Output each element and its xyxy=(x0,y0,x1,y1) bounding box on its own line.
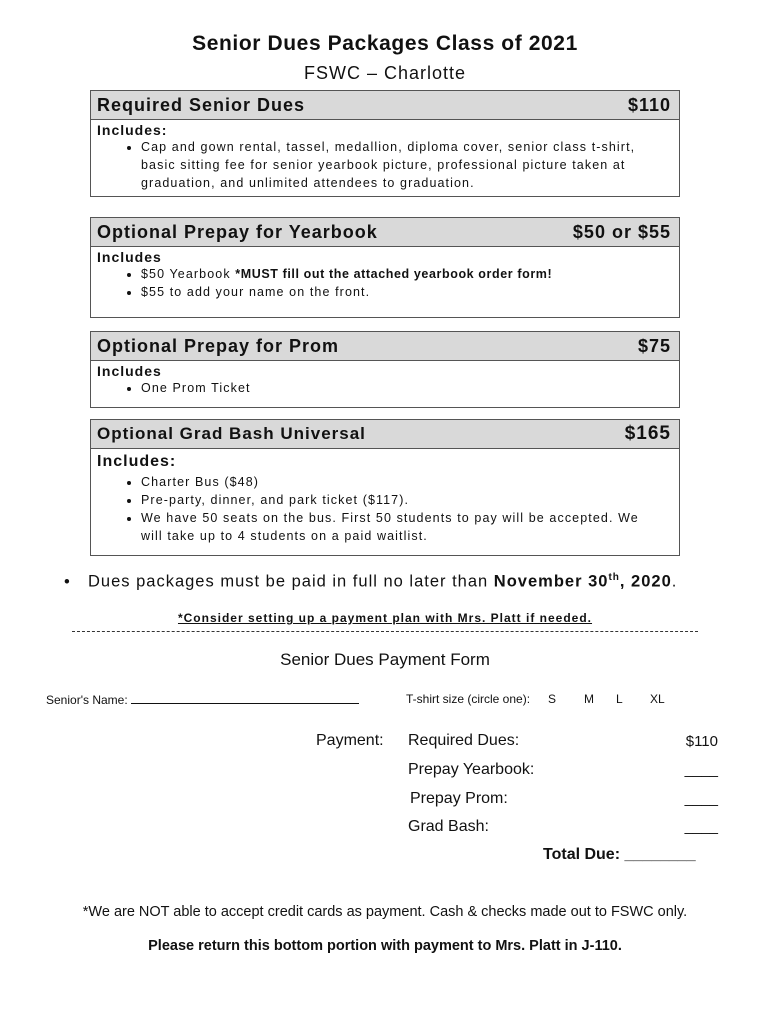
package-grad-bash xyxy=(90,419,680,556)
list-item: • $50 Yearbook *MUST fill out the attached yearbook order form! xyxy=(141,265,673,283)
payment-label: Payment: xyxy=(316,732,384,749)
shirt-size-label: T-shirt size (circle one): xyxy=(406,692,531,706)
package-header xyxy=(91,420,679,449)
package-price: $75 xyxy=(637,335,671,356)
package-header xyxy=(91,332,679,361)
payment-line-label: Required Dues: xyxy=(408,732,520,749)
package-header xyxy=(91,218,679,247)
package-name: Optional Grad Bash Universal xyxy=(97,424,366,443)
list-item: • Cap and gown rental, tassel, medallion, diploma cover, senior class t-shirt, basic sitting fee for senior yearbook picture, professional picture taken at graduation, and unlimited attendees to graduation. xyxy=(141,138,665,192)
form-title: Senior Dues Payment Form xyxy=(280,650,490,669)
package-price: $110 xyxy=(627,94,671,115)
package-price: $50 or $55 xyxy=(572,221,671,242)
payment-line-label: Prepay Yearbook: xyxy=(408,761,535,778)
size-option[interactable]: XL xyxy=(650,692,665,706)
includes-label: Includes: xyxy=(97,453,177,470)
size-option[interactable]: L xyxy=(616,692,623,706)
return-instructions: Please return this bottom portion with payment to Mrs. Platt in J-110. xyxy=(148,938,622,954)
package-body xyxy=(91,361,679,407)
list-item: • Charter Bus ($48) xyxy=(141,473,665,491)
payment-line-label: Grad Bash: xyxy=(408,818,489,835)
cut-line xyxy=(72,631,698,632)
credit-card-note: *We are NOT able to accept credit cards as payment. Cash & checks made out to FSWC only. xyxy=(82,904,688,920)
payment-line-value: $110 xyxy=(685,733,718,750)
includes-label: Includes xyxy=(97,363,162,379)
package-body xyxy=(91,449,679,555)
includes-label: Includes xyxy=(97,249,162,265)
shirt-size-row xyxy=(406,692,665,706)
package-price: $165 xyxy=(624,423,671,444)
total-due: Total Due: ________ xyxy=(543,846,696,863)
senior-name-row xyxy=(46,692,359,707)
package-header xyxy=(91,91,679,120)
name-label: Senior's Name: xyxy=(46,693,128,707)
deadline-note: • Dues packages must be paid in full no later than November 30th, 2020. xyxy=(64,572,678,591)
school-name: FSWC – Charlotte xyxy=(303,63,467,83)
package-yearbook xyxy=(90,217,680,318)
list-item: • We have 50 seats on the bus. First 50 students to pay will be accepted. We will take up to 4 students on a paid waitlist. xyxy=(141,509,665,545)
list-item: • $55 to add your name on the front. xyxy=(141,283,673,301)
size-option[interactable]: M xyxy=(584,692,595,706)
package-name: Optional Prepay for Prom xyxy=(97,335,340,356)
list-item: • Pre-party, dinner, and park ticket ($117). xyxy=(141,491,665,509)
bullet-icon: • xyxy=(64,572,71,591)
payment-line-value[interactable]: ____ xyxy=(684,818,718,835)
package-required-dues xyxy=(90,90,680,197)
list-item: • One Prom Ticket xyxy=(141,379,673,397)
includes-label: Includes: xyxy=(97,122,168,138)
payment-line-value[interactable]: ____ xyxy=(684,790,718,807)
payment-line-label: Prepay Prom: xyxy=(410,790,508,807)
package-body xyxy=(91,120,679,196)
payment-plan-note: *Consider setting up a payment plan with Mrs. Platt if needed. xyxy=(177,611,593,625)
package-body xyxy=(91,247,679,317)
package-name: Required Senior Dues xyxy=(97,94,306,115)
size-option[interactable]: S xyxy=(548,692,557,706)
package-prom xyxy=(90,331,680,408)
name-blank[interactable] xyxy=(131,692,359,704)
package-name: Optional Prepay for Yearbook xyxy=(97,221,378,242)
payment-line-value[interactable]: ____ xyxy=(684,761,718,778)
page-title: Senior Dues Packages Class of 2021 xyxy=(192,32,578,55)
